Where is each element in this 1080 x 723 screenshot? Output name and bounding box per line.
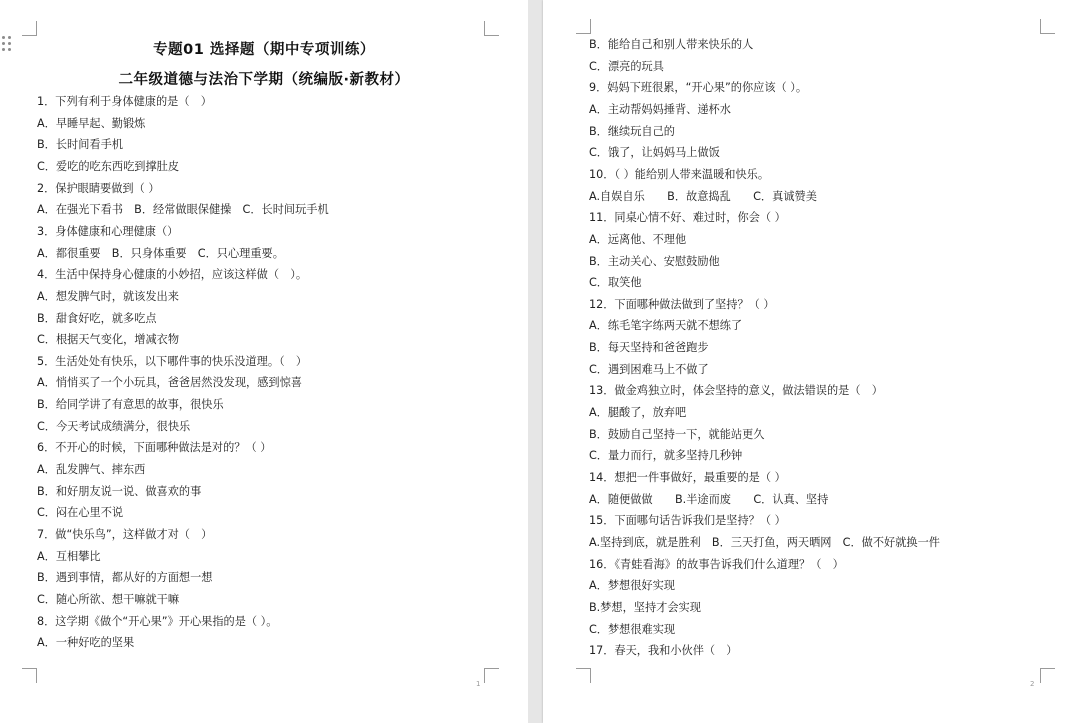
answer-option: C．随心所欲、想干嘛就干嘛 <box>37 592 180 606</box>
answer-option: A．一种好吃的坚果 <box>37 636 135 650</box>
answer-option: A．早睡早起、勤锻炼 <box>37 116 146 130</box>
answer-option: B．每天坚持和爸爸跑步 <box>589 341 709 355</box>
document-page-2 <box>543 0 1080 723</box>
question-text: 16．《青蛙看海》的故事告诉我们什么道理？（ ） <box>589 557 844 571</box>
answer-option: A．梦想很好实现 <box>589 579 675 593</box>
answer-option: C．量力而行，就多坚持几秒钟 <box>589 449 743 463</box>
page-gutter <box>528 0 543 723</box>
answer-option: B．长时间看手机 <box>37 138 123 152</box>
question-text: 15．下面哪句话告诉我们是坚持？（ ） <box>589 514 786 528</box>
document-title: 专题01 选择题（期中专项训练） <box>153 42 375 58</box>
crop-mark-bottom-left <box>22 668 37 683</box>
question-text: 9．妈妈下班很累，“开心果”的你应该（ ）。 <box>589 81 808 95</box>
answer-option: A．练毛笔字练两天就不想练了 <box>589 319 743 333</box>
answer-option: B．主动关心、安慰鼓励他 <box>589 254 720 268</box>
question-text: 3．身体健康和心理健康（） <box>37 224 179 238</box>
answer-option: B．遇到事情，都从好的方面想一想 <box>37 571 213 585</box>
question-text: 17．春天，我和小伙伴（ ） <box>589 644 738 658</box>
question-text: 8．这学期《做个“开心果”》开心果指的是（ ）。 <box>37 614 278 628</box>
document-page-1 <box>0 0 528 723</box>
answer-option: B．给同学讲了有意思的故事，很快乐 <box>37 398 224 412</box>
answer-option: A．都很重要 B．只身体重要 C．只心理重要。 <box>37 246 284 260</box>
page-number: 1 <box>476 680 481 688</box>
answer-option: C．遇到困难马上不做了 <box>589 362 709 376</box>
crop-mark-top-right <box>1040 19 1055 34</box>
answer-option: C．爱吃的吃东西吃到撑肚皮 <box>37 159 180 173</box>
document-subtitle: 二年级道德与法治下学期（统编版·新教材） <box>118 72 410 88</box>
crop-mark-top-left <box>576 19 591 34</box>
answer-option: A．腿酸了，放弃吧 <box>589 406 687 420</box>
crop-mark-bottom-right <box>484 668 499 683</box>
answer-option: C．根据天气变化，增减衣物 <box>37 333 180 347</box>
question-text: 10．（ ）能给别人带来温暖和快乐。 <box>589 167 770 181</box>
answer-option: A．互相攀比 <box>37 549 101 563</box>
answer-option: C．闷在心里不说 <box>37 506 124 520</box>
answer-option: A．远离他、不理他 <box>589 232 687 246</box>
answer-option: B．和好朋友说一说、做喜欢的事 <box>37 484 202 498</box>
question-text: 6．不开心的时候，下面哪种做法是对的？（ ） <box>37 441 272 455</box>
question-text: 11．同桌心情不好、难过时，你会（ ） <box>589 211 786 225</box>
answer-option: B．继续玩自己的 <box>589 124 675 138</box>
question-text: 12．下面哪种做法做到了坚持？（ ） <box>589 297 775 311</box>
page-number: 2 <box>1030 680 1035 688</box>
answer-option: A.自娱自乐 B．故意捣乱 C．真诚赞美 <box>589 189 817 203</box>
answer-option: B．能给自己和别人带来快乐的人 <box>589 38 754 51</box>
answer-option: A．乱发脾气、摔东西 <box>37 463 146 477</box>
answer-option: A．在强光下看书 B．经常做眼保健操 C．长时间玩手机 <box>37 203 329 217</box>
answer-option: C．饿了，让妈妈马上做饭 <box>589 146 720 160</box>
answer-option: A．主动帮妈妈捶背、递杯水 <box>589 102 731 116</box>
answer-option: A．悄悄买了一个小玩具，爸爸居然没发现，感到惊喜 <box>37 376 302 390</box>
question-text: 13．做金鸡独立时，体会坚持的意义，做法错误的是（ ） <box>589 384 883 398</box>
answer-option: A.坚持到底，就是胜利 B．三天打鱼，两天晒网 C．做不好就换一件 <box>589 535 940 549</box>
answer-option: C．梦想很难实现 <box>589 622 676 636</box>
answer-option: A．想发脾气时，就该发出来 <box>37 289 179 303</box>
question-text: 5．生活处处有快乐，以下哪件事的快乐没道理。（ ） <box>37 354 308 368</box>
answer-option: B．鼓励自己坚持一下，就能站更久 <box>589 427 765 441</box>
answer-option: C．漂亮的玩具 <box>589 59 664 73</box>
crop-mark-bottom-right <box>1040 668 1055 683</box>
answer-option: A．随便做做 B.半途而废 C．认真、坚持 <box>589 492 829 506</box>
crop-mark-top-right <box>484 21 499 36</box>
answer-option: B.梦想，坚持才会实现 <box>589 600 701 614</box>
question-text: 2．保护眼睛要做到（ ） <box>37 181 160 195</box>
crop-mark-bottom-left <box>576 668 591 683</box>
question-text: 14．想把一件事做好，最重要的是（ ） <box>589 471 786 484</box>
answer-option: C．今天考试成绩满分，很快乐 <box>37 419 191 433</box>
answer-option: B．甜食好吃，就多吃点 <box>37 311 157 325</box>
question-text: 7．做“快乐鸟”，这样做才对（ ） <box>37 528 213 541</box>
crop-mark-top-left <box>22 21 37 36</box>
answer-option: C．取笑他 <box>589 276 642 290</box>
question-text: 1．下列有利于身体健康的是（ ） <box>37 95 212 108</box>
question-text: 4．生活中保持身心健康的小妙招，应该这样做（ ）。 <box>37 268 308 282</box>
